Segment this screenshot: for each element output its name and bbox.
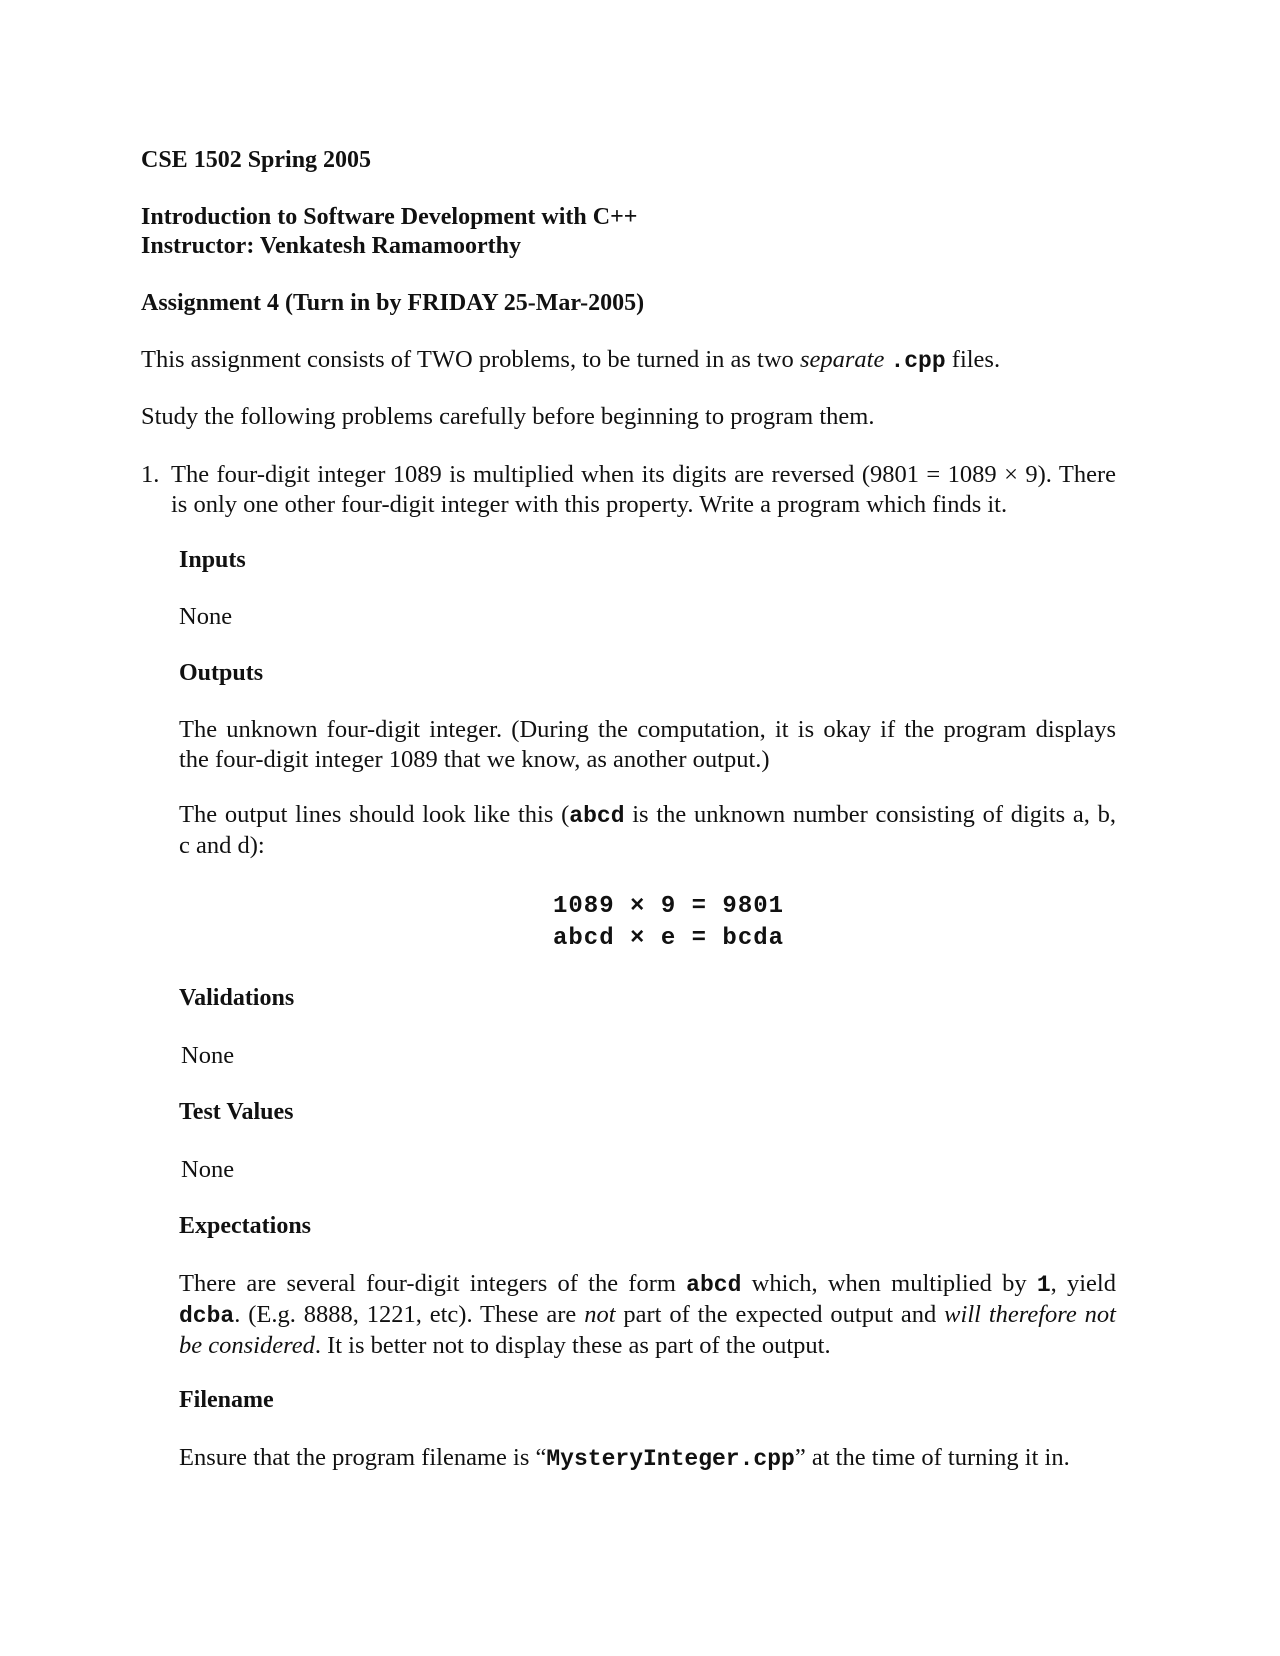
- study-paragraph: Study the following problems carefully before beginning to program them.: [141, 403, 875, 430]
- inputs-text: None: [179, 603, 233, 630]
- expectations-heading: Expectations: [179, 1213, 311, 1239]
- expectations-paragraph: There are several four-digit integers of the form abcd which, when multiplied by 1, yield dcba. (E.g. 8888, 1221, etc). These are not part of the expected output and will therefore not be considered. It is better not to display these as part of the output.: [179, 1270, 1116, 1359]
- outputs-format-paragraph: The output lines should look like this (abcd is the unknown number consisting of digits a, b, c and d):: [179, 801, 1116, 859]
- outputs-heading: Outputs: [179, 660, 264, 686]
- validations-heading: Validations: [179, 985, 295, 1011]
- instructor-line: Instructor: Venkatesh Ramamoorthy: [141, 233, 521, 259]
- output-example-line-2: abcd × e = bcda: [553, 925, 785, 952]
- problem-statement: The four-digit integer 1089 is multiplied when its digits are reversed (9801 = 1089 × 9). There is only one other four-digit integer with this property. Write a program which finds it.: [171, 461, 1116, 518]
- output-example-line-1: 1089 × 9 = 9801: [553, 893, 785, 920]
- problem-number: 1.: [141, 461, 160, 488]
- test-values-text: None: [181, 1156, 235, 1183]
- assignment-heading: Assignment 4 (Turn in by FRIDAY 25-Mar-2005): [141, 290, 645, 316]
- test-values-heading: Test Values: [179, 1099, 294, 1125]
- course-title: Introduction to Software Development with C++: [141, 204, 638, 230]
- filename-text: Ensure that the program filename is “MysteryInteger.cpp” at the time of turning it in.: [179, 1444, 1070, 1472]
- intro-paragraph: This assignment consists of TWO problems, to be turned in as two separate .cpp files.: [141, 346, 1001, 374]
- inputs-heading: Inputs: [179, 547, 246, 573]
- validations-text: None: [181, 1042, 235, 1069]
- outputs-paragraph: The unknown four-digit integer. (During the computation, it is okay if the program displays the four-digit integer 1089 that we know, as another output.): [179, 716, 1116, 773]
- course-heading: CSE 1502 Spring 2005: [141, 147, 372, 173]
- filename-heading: Filename: [179, 1387, 274, 1413]
